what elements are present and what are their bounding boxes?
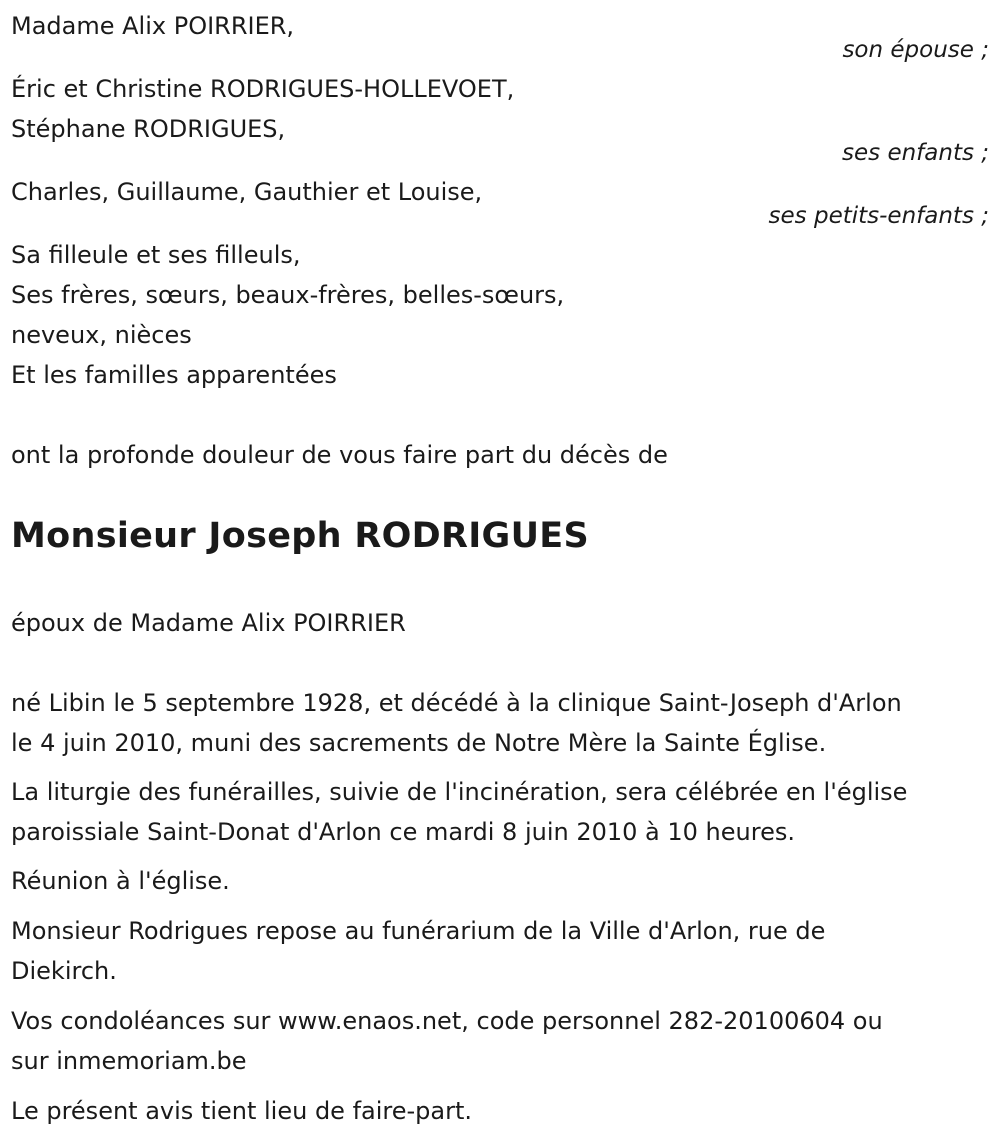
spouse-role: son épouse ; xyxy=(842,37,989,63)
meeting-text: Réunion à l'église. xyxy=(11,867,230,895)
closing-text: Le présent avis tient lieu de faire-part. xyxy=(11,1097,473,1125)
deceased-spouse-of: époux de Madame Alix POIRRIER xyxy=(11,609,406,637)
others-line-1: Sa filleule et ses filleuls, xyxy=(11,241,301,269)
children-role: ses enfants ; xyxy=(842,140,989,166)
condolences-line-1: Vos condoléances sur www.enaos.net, code personnel 282-20100604 ou xyxy=(11,1007,883,1035)
others-line-3: neveux, nièces xyxy=(11,321,192,349)
children-line-1: Éric et Christine RODRIGUES-HOLLEVOET, xyxy=(11,75,515,103)
birth-death-line-1: né Libin le 5 septembre 1928, et décédé à la clinique Saint-Joseph d'Arlon xyxy=(11,689,902,717)
deceased-name: Monsieur Joseph RODRIGUES xyxy=(11,516,590,556)
others-line-4: Et les familles apparentées xyxy=(11,361,337,389)
others-line-2: Ses frères, sœurs, beaux-frères, belles-sœurs, xyxy=(11,281,565,309)
spouse-name: Madame Alix POIRRIER, xyxy=(11,12,295,40)
children-line-2: Stéphane RODRIGUES, xyxy=(11,115,286,143)
funeral-line-1: La liturgie des funérailles, suivie de l'incinération, sera célébrée en l'église xyxy=(11,778,908,806)
birth-death-line-2: le 4 juin 2010, muni des sacrements de Notre Mère la Sainte Église. xyxy=(11,729,827,757)
condolences-line-2: sur inmemoriam.be xyxy=(11,1047,247,1075)
grandchildren-role: ses petits-enfants ; xyxy=(768,203,989,229)
rest-line-1: Monsieur Rodrigues repose au funérarium de la Ville d'Arlon, rue de xyxy=(11,917,826,945)
rest-line-2: Diekirch. xyxy=(11,957,117,985)
grandchildren-names: Charles, Guillaume, Gauthier et Louise, xyxy=(11,178,483,206)
announcement-text: ont la profonde douleur de vous faire part du décès de xyxy=(11,441,668,469)
funeral-line-2: paroissiale Saint-Donat d'Arlon ce mardi 8 juin 2010 à 10 heures. xyxy=(11,818,795,846)
